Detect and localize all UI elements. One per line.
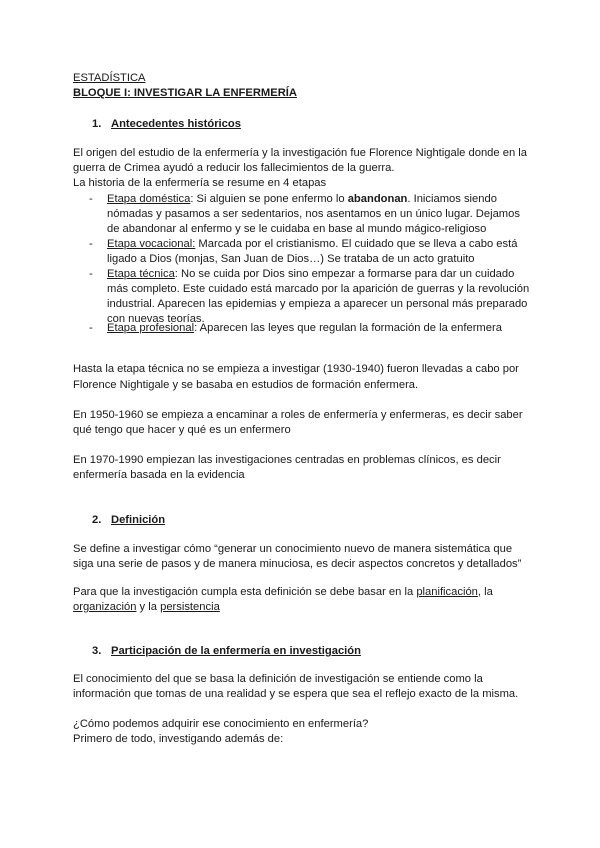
- stage-text: No se cuida por Dios sino empezar a formarse para dar un cuidado: [177, 268, 515, 280]
- stage-name: Etapa técnica: [107, 268, 175, 280]
- paragraph-line: Primero de todo, investigando además de:: [73, 733, 284, 745]
- bullet-marker: -: [89, 268, 93, 280]
- list-item-line: ligado a Dios (monjas, San Juan de Dios…) Se trataba de un acto gratuito: [107, 253, 475, 265]
- bullet-marker: -: [89, 322, 93, 334]
- section-3-heading: [92, 644, 361, 659]
- list-item: [107, 267, 514, 283]
- paragraph-line: [73, 585, 493, 601]
- basis-term-organization: organización: [73, 601, 137, 613]
- paragraph-line: La historia de la enfermería se resume en 4 etapas: [73, 177, 327, 189]
- basis-text: Para que la investigación cumpla esta definición se debe basar en la: [73, 586, 417, 598]
- list-item-line: con nuevas teorías.: [107, 313, 205, 325]
- stage-colon: :: [174, 268, 178, 280]
- subject-heading: ESTADÍSTICA: [73, 72, 146, 84]
- paragraph-line: qué tengo que hacer y qué es un enfermero: [73, 424, 291, 436]
- paragraph-line: enfermería basada en la evidencia: [73, 469, 245, 481]
- bullet-marker: -: [89, 238, 93, 250]
- basis-term-persistence: persistencia: [160, 601, 220, 613]
- stage-bold-text: abandonan: [347, 193, 408, 205]
- bullet-marker: -: [89, 193, 93, 205]
- paragraph-line: siga una serie de pasos y de manera minuciosa, es decir aspectos concretos y detallados”: [73, 558, 522, 570]
- stage-name: Etapa profesional: [107, 322, 195, 334]
- section-number: 3.: [92, 645, 102, 657]
- list-item: [107, 237, 517, 253]
- paragraph-line: El conocimiento del que se basa la definición de investigación se entiende como la: [73, 673, 483, 685]
- section-1-heading: [92, 117, 241, 132]
- stage-text: . Iniciamos siendo: [407, 193, 497, 205]
- paragraph-line: Se define a investigar cómo “generar un conocimiento nuevo de manera sistemática que: [73, 543, 513, 555]
- stage-colon: :: [190, 193, 194, 205]
- paragraph-line: ¿Cómo podemos adquirir ese conocimiento en enfermería?: [73, 718, 369, 730]
- paragraph-line: En 1970-1990 empiezan las investigaciones centradas en problemas clínicos, es decir: [73, 454, 501, 466]
- list-item-line: de abandonar al enfermo y se le cuidaba en base al mundo mágico-religioso: [107, 223, 487, 235]
- list-item-line: más completo. Este cuidado está marcado por la aparición de guerras y la revolución: [107, 283, 530, 295]
- stage-text: Marcada por el cristianismo. El cuidado que se lleva a cabo está: [195, 238, 518, 250]
- list-item: [107, 321, 502, 337]
- basis-separator: y la: [136, 601, 161, 613]
- section-title: Participación de la enfermería en investigación: [111, 645, 361, 657]
- stage-name: Etapa vocacional:: [107, 238, 196, 250]
- section-2-heading: [92, 513, 165, 528]
- block-title: BLOQUE I: INVESTIGAR LA ENFERMERÍA: [73, 87, 297, 99]
- section-title: Antecedentes históricos: [111, 118, 241, 130]
- paragraph-line: Hasta la etapa técnica no se empieza a investigar (1930-1940) fueron llevadas a cabo por: [73, 363, 519, 375]
- paragraph-line: Florence Nightigale y se basaba en estudios de formación enfermera.: [73, 379, 419, 391]
- paragraph-line: información que tomas de una realidad y se espera que sea el reflejo exacto de la misma.: [73, 688, 519, 700]
- paragraph-line: guerra de Crimea ayudó a reducir los fallecimientos de la guerra.: [73, 162, 395, 174]
- stage-name: Etapa doméstica: [107, 193, 191, 205]
- section-title: Definición: [111, 514, 166, 526]
- section-number: 2.: [92, 514, 102, 526]
- basis-term-planning: planificación: [416, 586, 478, 598]
- paragraph-line: En 1950-1960 se empieza a encaminar a roles de enfermería y enfermeras, es decir saber: [73, 409, 523, 421]
- list-item: [107, 192, 497, 208]
- list-item-line: industrial. Aparecen las epidemias y empieza a aparecer un personal más preparado: [107, 298, 528, 310]
- paragraph-line: [73, 600, 220, 616]
- stage-text: Aparecen las leyes que regulan la formación de la enfermera: [197, 322, 502, 334]
- stage-text: Si alguien se pone enfermo lo: [193, 193, 348, 205]
- stage-colon: :: [194, 322, 198, 334]
- basis-separator: , la: [477, 586, 493, 598]
- list-item-line: nómadas y pasamos a ser sedentarios, nos asentamos en un único lugar. Dejamos: [107, 208, 520, 220]
- section-number: 1.: [92, 118, 102, 130]
- paragraph-line: El origen del estudio de la enfermería y la investigación fue Florence Nightigale donde en la: [73, 147, 527, 159]
